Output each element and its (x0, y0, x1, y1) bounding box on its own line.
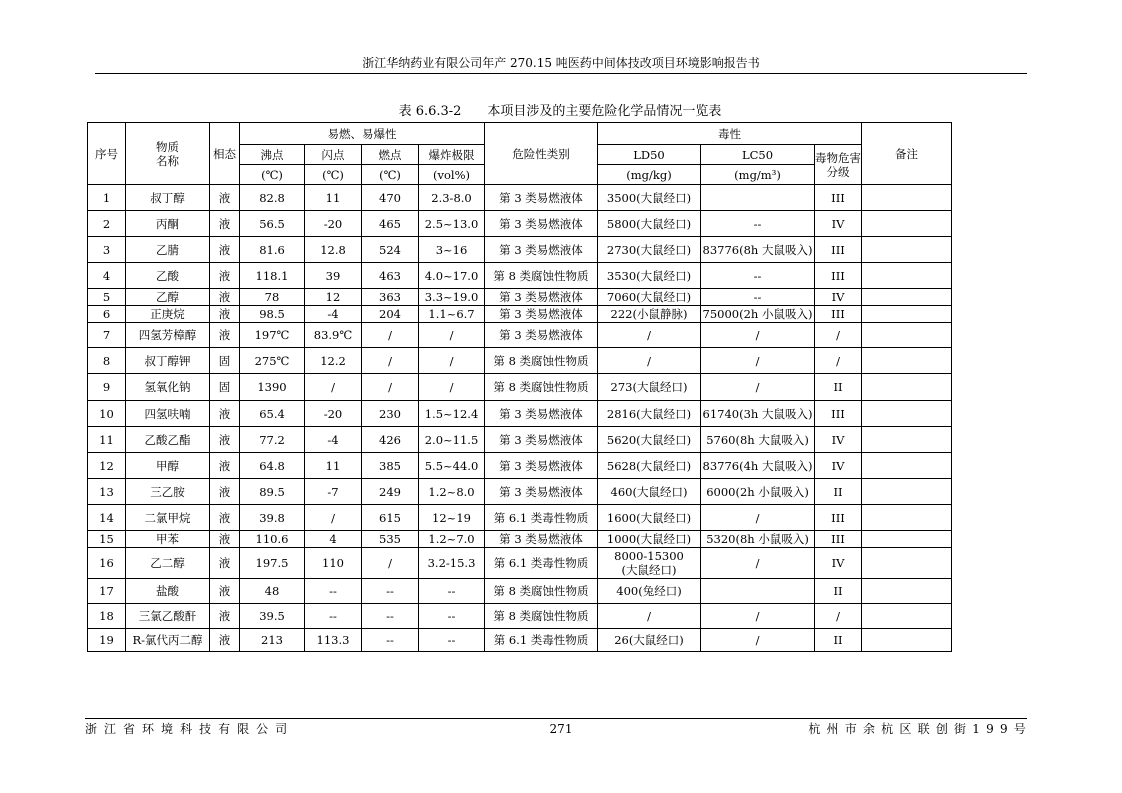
header-lc50: LC50 (701, 145, 815, 165)
cell-no: 15 (88, 531, 126, 548)
cell-no: 1 (88, 185, 126, 211)
cell-phase: 液 (210, 505, 240, 531)
header-ld50-unit: (mg/kg) (598, 165, 701, 185)
cell-remarks (862, 579, 952, 604)
cell-hazard-class: 第 3 类易燃液体 (485, 401, 598, 427)
cell-hazard-class: 第 3 类易燃液体 (485, 323, 598, 348)
cell-remarks (862, 306, 952, 323)
header-substance-name: 物质 名称 (126, 123, 210, 185)
cell-substance-name: 四氢呋喃 (126, 401, 210, 427)
cell-toxicity-grade: II (815, 374, 862, 401)
cell-remarks (862, 374, 952, 401)
cell-flash-point: / (305, 505, 362, 531)
cell-explosion-limit: 2.3-8.0 (419, 185, 485, 211)
cell-hazard-class: 第 8 类腐蚀性物质 (485, 374, 598, 401)
cell-lc50: 83776(4h 大鼠吸入) (701, 453, 815, 479)
cell-substance-name: 甲醇 (126, 453, 210, 479)
cell-no: 17 (88, 579, 126, 604)
cell-explosion-limit: 4.0~17.0 (419, 263, 485, 289)
cell-substance-name: 乙醇 (126, 289, 210, 306)
cell-ignition-point: 385 (362, 453, 419, 479)
cell-ignition-point: -- (362, 579, 419, 604)
cell-remarks (862, 604, 952, 629)
cell-boiling-point: 39.8 (240, 505, 305, 531)
cell-hazard-class: 第 3 类易燃液体 (485, 306, 598, 323)
cell-flash-point: / (305, 374, 362, 401)
cell-lc50: 83776(8h 大鼠吸入) (701, 237, 815, 263)
cell-explosion-limit: 1.2~7.0 (419, 531, 485, 548)
cell-flash-point: 110 (305, 548, 362, 579)
cell-flash-point: -- (305, 604, 362, 629)
cell-boiling-point: 77.2 (240, 427, 305, 453)
cell-substance-name: 乙二醇 (126, 548, 210, 579)
cell-phase: 液 (210, 579, 240, 604)
cell-remarks (862, 505, 952, 531)
cell-ld50: 3500(大鼠经口) (598, 185, 701, 211)
cell-ld50: 1600(大鼠经口) (598, 505, 701, 531)
cell-toxicity-grade: III (815, 401, 862, 427)
table-row (88, 505, 952, 531)
cell-ignition-point: -- (362, 604, 419, 629)
cell-remarks (862, 289, 952, 306)
cell-toxicity-grade: / (815, 323, 862, 348)
cell-boiling-point: 78 (240, 289, 305, 306)
table-row (88, 185, 952, 211)
cell-substance-name: 四氢芳樟醇 (126, 323, 210, 348)
table-body (88, 185, 952, 652)
header-toxicity-grade: 毒物危害 分级 (815, 145, 862, 185)
cell-phase: 液 (210, 263, 240, 289)
page-header-title: 浙江华纳药业有限公司年产 270.15 吨医药中间体技改项目环境影响报告书 (362, 56, 760, 70)
cell-substance-name: 叔丁醇钾 (126, 348, 210, 374)
cell-ignition-point: 465 (362, 211, 419, 237)
cell-ld50: 5620(大鼠经口) (598, 427, 701, 453)
table-row (88, 237, 952, 263)
cell-lc50: / (701, 629, 815, 652)
hazardous-chemicals-table (87, 122, 952, 652)
page-footer-rule (85, 718, 1027, 719)
cell-no: 19 (88, 629, 126, 652)
cell-lc50: 5320(8h 小鼠吸入) (701, 531, 815, 548)
cell-no: 3 (88, 237, 126, 263)
cell-boiling-point: 110.6 (240, 531, 305, 548)
table-header (88, 123, 952, 185)
cell-flash-point: -- (305, 579, 362, 604)
cell-substance-name: 正庚烷 (126, 306, 210, 323)
cell-no: 13 (88, 479, 126, 505)
cell-boiling-point: 48 (240, 579, 305, 604)
cell-explosion-limit: 3.2-15.3 (419, 548, 485, 579)
cell-substance-name: 二氯甲烷 (126, 505, 210, 531)
cell-boiling-point: 56.5 (240, 211, 305, 237)
cell-flash-point: 12 (305, 289, 362, 306)
table-row (88, 548, 952, 579)
cell-substance-name: 甲苯 (126, 531, 210, 548)
cell-ignition-point: 524 (362, 237, 419, 263)
cell-hazard-class: 第 6.1 类毒性物质 (485, 505, 598, 531)
header-hazard-class: 危险性类别 (485, 123, 598, 185)
table-row (88, 211, 952, 237)
cell-remarks (862, 453, 952, 479)
cell-ld50: 5800(大鼠经口) (598, 211, 701, 237)
header-toxicity-group: 毒性 (598, 123, 862, 145)
cell-explosion-limit: -- (419, 604, 485, 629)
cell-phase: 液 (210, 604, 240, 629)
header-explosion-limit: 爆炸极限 (419, 145, 485, 165)
cell-boiling-point: 118.1 (240, 263, 305, 289)
header-ignition-unit: (℃) (362, 165, 419, 185)
cell-hazard-class: 第 8 类腐蚀性物质 (485, 263, 598, 289)
cell-toxicity-grade: IV (815, 427, 862, 453)
cell-remarks (862, 548, 952, 579)
cell-lc50 (701, 185, 815, 211)
table-caption: 表 6.6.3-2 本项目涉及的主要危险化学品情况一览表 (398, 104, 722, 119)
cell-explosion-limit: 1.1~6.7 (419, 306, 485, 323)
cell-substance-name: 氢氧化钠 (126, 374, 210, 401)
cell-toxicity-grade: / (815, 348, 862, 374)
cell-ignition-point: 463 (362, 263, 419, 289)
cell-ld50: 7060(大鼠经口) (598, 289, 701, 306)
table-row (88, 401, 952, 427)
cell-ignition-point: 615 (362, 505, 419, 531)
cell-hazard-class: 第 3 类易燃液体 (485, 453, 598, 479)
cell-substance-name: 乙腈 (126, 237, 210, 263)
cell-explosion-limit: -- (419, 629, 485, 652)
cell-no: 18 (88, 604, 126, 629)
cell-phase: 液 (210, 479, 240, 505)
cell-toxicity-grade: II (815, 579, 862, 604)
cell-ld50: 5628(大鼠经口) (598, 453, 701, 479)
cell-phase: 液 (210, 531, 240, 548)
cell-phase: 固 (210, 374, 240, 401)
cell-substance-name: R-氯代丙二醇 (126, 629, 210, 652)
cell-phase: 液 (210, 427, 240, 453)
cell-boiling-point: 197.5 (240, 548, 305, 579)
table-row (88, 629, 952, 652)
cell-flash-point: -4 (305, 306, 362, 323)
cell-toxicity-grade: III (815, 306, 862, 323)
cell-ld50: 2730(大鼠经口) (598, 237, 701, 263)
table-row (88, 263, 952, 289)
header-flash-unit: (℃) (305, 165, 362, 185)
cell-no: 7 (88, 323, 126, 348)
cell-toxicity-grade: III (815, 505, 862, 531)
table-row (88, 531, 952, 548)
cell-ignition-point: / (362, 348, 419, 374)
header-boiling-unit: (℃) (240, 165, 305, 185)
cell-ld50: 1000(大鼠经口) (598, 531, 701, 548)
cell-ld50: 400(兔经口) (598, 579, 701, 604)
cell-remarks (862, 185, 952, 211)
cell-phase: 液 (210, 289, 240, 306)
cell-boiling-point: 98.5 (240, 306, 305, 323)
cell-phase: 液 (210, 323, 240, 348)
header-flammability-group: 易燃、易爆性 (240, 123, 485, 145)
cell-phase: 液 (210, 453, 240, 479)
cell-hazard-class: 第 3 类易燃液体 (485, 211, 598, 237)
cell-no: 12 (88, 453, 126, 479)
cell-toxicity-grade: IV (815, 289, 862, 306)
cell-lc50: 75000(2h 小鼠吸入) (701, 306, 815, 323)
cell-hazard-class: 第 8 类腐蚀性物质 (485, 579, 598, 604)
header-remarks: 备注 (862, 123, 952, 185)
cell-hazard-class: 第 6.1 类毒性物质 (485, 548, 598, 579)
cell-explosion-limit: 3~16 (419, 237, 485, 263)
cell-phase: 液 (210, 211, 240, 237)
cell-lc50: / (701, 374, 815, 401)
header-ignition-point: 燃点 (362, 145, 419, 165)
cell-explosion-limit: / (419, 348, 485, 374)
cell-no: 8 (88, 348, 126, 374)
cell-substance-name: 盐酸 (126, 579, 210, 604)
cell-ignition-point: / (362, 548, 419, 579)
cell-boiling-point: 82.8 (240, 185, 305, 211)
cell-phase: 液 (210, 237, 240, 263)
cell-phase: 固 (210, 348, 240, 374)
cell-ld50: / (598, 323, 701, 348)
cell-no: 4 (88, 263, 126, 289)
table-row (88, 348, 952, 374)
cell-hazard-class: 第 8 类腐蚀性物质 (485, 604, 598, 629)
cell-flash-point: 39 (305, 263, 362, 289)
footer-company: 浙 江 省 环 境 科 技 有 限 公 司 (85, 722, 289, 736)
cell-hazard-class: 第 3 类易燃液体 (485, 237, 598, 263)
header-row-1 (88, 123, 952, 145)
table-row (88, 289, 952, 306)
cell-phase: 液 (210, 306, 240, 323)
cell-boiling-point: 39.5 (240, 604, 305, 629)
cell-no: 6 (88, 306, 126, 323)
table-row (88, 427, 952, 453)
cell-ignition-point: / (362, 323, 419, 348)
cell-toxicity-grade: II (815, 629, 862, 652)
cell-remarks (862, 479, 952, 505)
cell-phase: 液 (210, 401, 240, 427)
cell-flash-point: -20 (305, 401, 362, 427)
cell-substance-name: 三氯乙酸酐 (126, 604, 210, 629)
cell-flash-point: 113.3 (305, 629, 362, 652)
header-explosion-unit: (vol%) (419, 165, 485, 185)
cell-flash-point: -4 (305, 427, 362, 453)
cell-remarks (862, 348, 952, 374)
cell-hazard-class: 第 3 类易燃液体 (485, 185, 598, 211)
cell-toxicity-grade: / (815, 604, 862, 629)
cell-flash-point: -20 (305, 211, 362, 237)
cell-ignition-point: 249 (362, 479, 419, 505)
cell-hazard-class: 第 8 类腐蚀性物质 (485, 348, 598, 374)
cell-toxicity-grade: III (815, 531, 862, 548)
cell-remarks (862, 629, 952, 652)
cell-boiling-point: 81.6 (240, 237, 305, 263)
cell-explosion-limit: 5.5~44.0 (419, 453, 485, 479)
table-row (88, 579, 952, 604)
cell-substance-name: 丙酮 (126, 211, 210, 237)
cell-remarks (862, 237, 952, 263)
page-header-rule (95, 73, 1027, 74)
table-row (88, 453, 952, 479)
cell-remarks (862, 531, 952, 548)
cell-remarks (862, 401, 952, 427)
cell-ignition-point: / (362, 374, 419, 401)
cell-explosion-limit: 12~19 (419, 505, 485, 531)
cell-toxicity-grade: III (815, 263, 862, 289)
table-row (88, 479, 952, 505)
cell-ld50: 222(小鼠静脉) (598, 306, 701, 323)
cell-ignition-point: 535 (362, 531, 419, 548)
cell-ld50: 273(大鼠经口) (598, 374, 701, 401)
cell-flash-point: 12.8 (305, 237, 362, 263)
cell-explosion-limit: 2.0~11.5 (419, 427, 485, 453)
cell-ld50: 460(大鼠经口) (598, 479, 701, 505)
footer-address: 杭 州 市 余 杭 区 联 创 街 1 9 9 号 (808, 722, 1027, 736)
cell-ignition-point: 470 (362, 185, 419, 211)
cell-ld50: 3530(大鼠经口) (598, 263, 701, 289)
cell-boiling-point: 197℃ (240, 323, 305, 348)
cell-remarks (862, 263, 952, 289)
cell-flash-point: -7 (305, 479, 362, 505)
cell-flash-point: 11 (305, 185, 362, 211)
cell-flash-point: 11 (305, 453, 362, 479)
cell-lc50: 6000(2h 小鼠吸入) (701, 479, 815, 505)
cell-ld50: / (598, 348, 701, 374)
cell-lc50: -- (701, 289, 815, 306)
cell-no: 14 (88, 505, 126, 531)
cell-lc50: 5760(8h 大鼠吸入) (701, 427, 815, 453)
table-row (88, 323, 952, 348)
cell-phase: 液 (210, 548, 240, 579)
cell-toxicity-grade: IV (815, 453, 862, 479)
cell-lc50: -- (701, 263, 815, 289)
cell-ignition-point: 230 (362, 401, 419, 427)
cell-hazard-class: 第 3 类易燃液体 (485, 479, 598, 505)
cell-lc50: / (701, 548, 815, 579)
header-phase: 相态 (210, 123, 240, 185)
cell-ignition-point: 204 (362, 306, 419, 323)
cell-substance-name: 乙酸乙酯 (126, 427, 210, 453)
footer-page-number: 271 (549, 722, 573, 736)
cell-substance-name: 三乙胺 (126, 479, 210, 505)
cell-ld50: 8000-15300 (大鼠经口) (598, 548, 701, 579)
cell-no: 9 (88, 374, 126, 401)
cell-ld50: 26(大鼠经口) (598, 629, 701, 652)
cell-substance-name: 叔丁醇 (126, 185, 210, 211)
header-ld50: LD50 (598, 145, 701, 165)
cell-ld50: / (598, 604, 701, 629)
cell-hazard-class: 第 6.1 类毒性物质 (485, 629, 598, 652)
cell-no: 16 (88, 548, 126, 579)
header-boiling-point: 沸点 (240, 145, 305, 165)
cell-lc50: -- (701, 211, 815, 237)
cell-lc50: / (701, 604, 815, 629)
cell-lc50: / (701, 323, 815, 348)
cell-explosion-limit: 2.5~13.0 (419, 211, 485, 237)
cell-lc50: / (701, 505, 815, 531)
cell-phase: 液 (210, 629, 240, 652)
cell-explosion-limit: 1.2~8.0 (419, 479, 485, 505)
cell-no: 10 (88, 401, 126, 427)
cell-no: 2 (88, 211, 126, 237)
cell-no: 5 (88, 289, 126, 306)
header-lc50-unit: (mg/m³) (701, 165, 815, 185)
cell-explosion-limit: / (419, 323, 485, 348)
header-flash-point: 闪点 (305, 145, 362, 165)
cell-no: 11 (88, 427, 126, 453)
table-row (88, 306, 952, 323)
cell-explosion-limit: -- (419, 579, 485, 604)
cell-explosion-limit: / (419, 374, 485, 401)
cell-lc50 (701, 579, 815, 604)
cell-flash-point: 4 (305, 531, 362, 548)
cell-boiling-point: 64.8 (240, 453, 305, 479)
cell-boiling-point: 65.4 (240, 401, 305, 427)
cell-remarks (862, 427, 952, 453)
cell-boiling-point: 213 (240, 629, 305, 652)
cell-toxicity-grade: II (815, 479, 862, 505)
cell-substance-name: 乙酸 (126, 263, 210, 289)
cell-toxicity-grade: IV (815, 211, 862, 237)
cell-toxicity-grade: III (815, 185, 862, 211)
cell-ignition-point: -- (362, 629, 419, 652)
cell-remarks (862, 211, 952, 237)
cell-toxicity-grade: IV (815, 548, 862, 579)
cell-lc50: 61740(3h 大鼠吸入) (701, 401, 815, 427)
cell-hazard-class: 第 3 类易燃液体 (485, 531, 598, 548)
cell-hazard-class: 第 3 类易燃液体 (485, 289, 598, 306)
cell-boiling-point: 89.5 (240, 479, 305, 505)
cell-hazard-class: 第 3 类易燃液体 (485, 427, 598, 453)
cell-explosion-limit: 3.3~19.0 (419, 289, 485, 306)
cell-toxicity-grade: III (815, 237, 862, 263)
cell-phase: 液 (210, 185, 240, 211)
table-row (88, 604, 952, 629)
cell-boiling-point: 275℃ (240, 348, 305, 374)
cell-ignition-point: 363 (362, 289, 419, 306)
table-row (88, 374, 952, 401)
cell-boiling-point: 1390 (240, 374, 305, 401)
cell-lc50: / (701, 348, 815, 374)
cell-flash-point: 83.9℃ (305, 323, 362, 348)
cell-ignition-point: 426 (362, 427, 419, 453)
cell-flash-point: 12.2 (305, 348, 362, 374)
header-no: 序号 (88, 123, 126, 185)
cell-ld50: 2816(大鼠经口) (598, 401, 701, 427)
cell-remarks (862, 323, 952, 348)
cell-explosion-limit: 1.5~12.4 (419, 401, 485, 427)
